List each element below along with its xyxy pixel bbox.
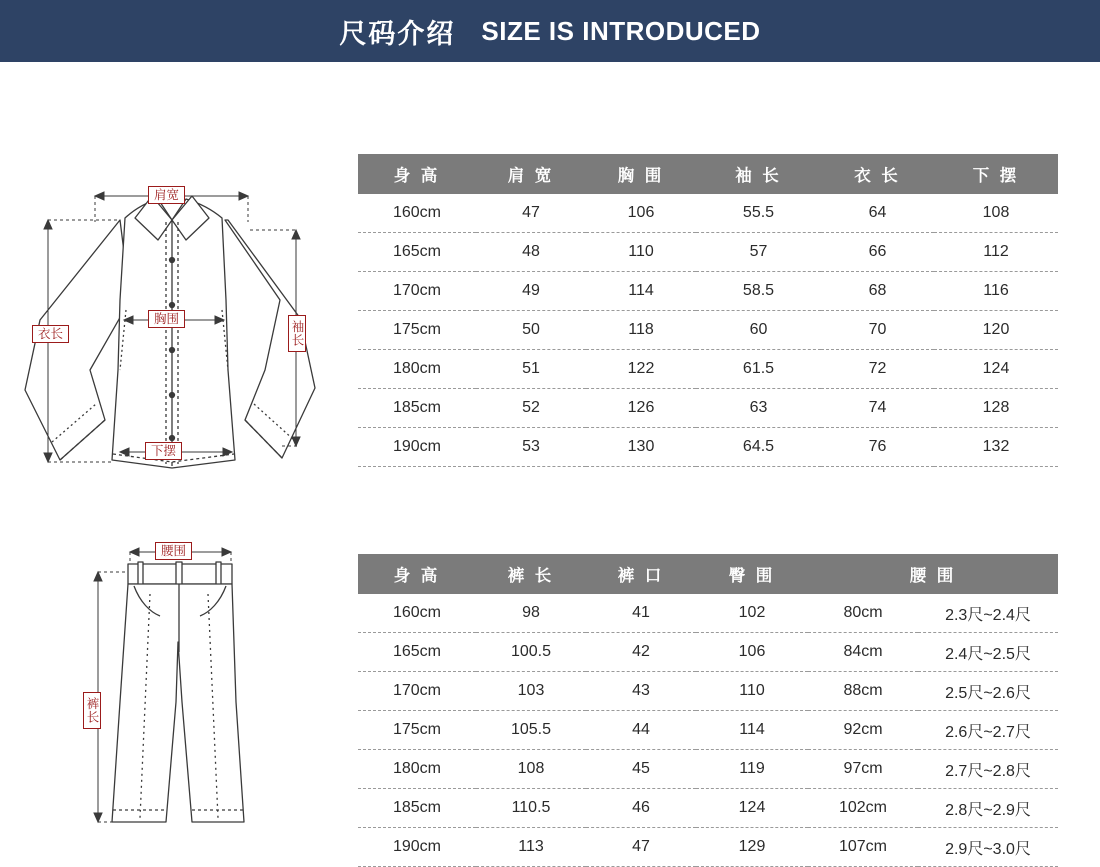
label-sleeve-length: 袖长 [288, 315, 306, 352]
cell-height: 165cm [358, 633, 476, 672]
cell-shoulder: 52 [476, 389, 586, 428]
cell-pants-opening: 46 [586, 789, 696, 828]
pants-size-table-wrap [358, 554, 1058, 867]
cell-hem: 120 [934, 311, 1058, 350]
cell-waist-chi: 2.7尺~2.8尺 [918, 750, 1058, 789]
cell-waist-chi: 2.9尺~3.0尺 [918, 828, 1058, 867]
label-waist: 腰围 [155, 542, 192, 560]
cell-pants-length: 105.5 [476, 711, 586, 750]
cell-length: 76 [821, 428, 934, 467]
cell-height: 160cm [358, 594, 476, 633]
cell-height: 190cm [358, 428, 476, 467]
col-header-height: 身 高 [358, 554, 476, 594]
table-row [358, 711, 1058, 750]
cell-height: 180cm [358, 750, 476, 789]
table-row [358, 428, 1058, 467]
cell-length: 68 [821, 272, 934, 311]
table-row [358, 389, 1058, 428]
cell-pants-length: 108 [476, 750, 586, 789]
cell-shoulder: 51 [476, 350, 586, 389]
cell-shoulder: 53 [476, 428, 586, 467]
table-row [358, 272, 1058, 311]
cell-pants-length: 98 [476, 594, 586, 633]
cell-chest: 114 [586, 272, 696, 311]
shirt-drawing-svg [0, 70, 345, 490]
cell-height: 180cm [358, 350, 476, 389]
cell-chest: 130 [586, 428, 696, 467]
cell-length: 72 [821, 350, 934, 389]
cell-pants-length: 113 [476, 828, 586, 867]
cell-waist-cm: 88cm [808, 672, 918, 711]
table-row [358, 750, 1058, 789]
col-header-shoulder: 肩 宽 [476, 154, 586, 194]
cell-hip: 106 [696, 633, 808, 672]
cell-length: 74 [821, 389, 934, 428]
cell-height: 170cm [358, 672, 476, 711]
cell-waist-cm: 102cm [808, 789, 918, 828]
cell-chest: 118 [586, 311, 696, 350]
cell-sleeve: 64.5 [696, 428, 821, 467]
cell-chest: 106 [586, 194, 696, 233]
cell-hip: 110 [696, 672, 808, 711]
cell-hem: 116 [934, 272, 1058, 311]
table-row [358, 789, 1058, 828]
table-row [358, 350, 1058, 389]
cell-sleeve: 61.5 [696, 350, 821, 389]
cell-chest: 126 [586, 389, 696, 428]
shirt-size-table [358, 154, 1058, 467]
cell-waist-cm: 84cm [808, 633, 918, 672]
cell-hip: 119 [696, 750, 808, 789]
col-header-length: 衣 长 [821, 154, 934, 194]
cell-height: 175cm [358, 711, 476, 750]
col-header-height: 身 高 [358, 154, 476, 194]
cell-chest: 122 [586, 350, 696, 389]
page-title-en: SIZE IS INTRODUCED [481, 15, 761, 46]
cell-chest: 110 [586, 233, 696, 272]
table-header-row [358, 154, 1058, 194]
cell-length: 70 [821, 311, 934, 350]
cell-hem: 132 [934, 428, 1058, 467]
table-row [358, 311, 1058, 350]
cell-waist-cm: 97cm [808, 750, 918, 789]
cell-height: 185cm [358, 389, 476, 428]
cell-height: 175cm [358, 311, 476, 350]
table-row [358, 633, 1058, 672]
page-content [0, 62, 1100, 858]
page-title-cn: 尺码介绍 [339, 18, 456, 49]
pants-illustration [0, 502, 345, 837]
cell-shoulder: 49 [476, 272, 586, 311]
cell-shoulder: 47 [476, 194, 586, 233]
cell-waist-cm: 107cm [808, 828, 918, 867]
col-header-hip: 臀 围 [696, 554, 808, 594]
col-header-sleeve: 袖 长 [696, 154, 821, 194]
col-header-pants-length: 裤 长 [476, 554, 586, 594]
cell-hem: 108 [934, 194, 1058, 233]
cell-sleeve: 55.5 [696, 194, 821, 233]
cell-pants-length: 103 [476, 672, 586, 711]
label-shoulder-width: 肩宽 [148, 186, 185, 204]
cell-waist-chi: 2.4尺~2.5尺 [918, 633, 1058, 672]
shirt-illustration [0, 70, 345, 490]
cell-pants-length: 110.5 [476, 789, 586, 828]
label-pants-length: 裤长 [83, 692, 101, 729]
shirt-size-table-wrap [358, 154, 1058, 467]
cell-pants-opening: 41 [586, 594, 696, 633]
cell-pants-opening: 45 [586, 750, 696, 789]
table-row [358, 594, 1058, 633]
table-row [358, 233, 1058, 272]
col-header-pants-opening: 裤 口 [586, 554, 696, 594]
cell-waist-chi: 2.8尺~2.9尺 [918, 789, 1058, 828]
cell-sleeve: 63 [696, 389, 821, 428]
cell-hem: 112 [934, 233, 1058, 272]
label-hem: 下摆 [145, 442, 182, 460]
cell-height: 185cm [358, 789, 476, 828]
cell-pants-opening: 47 [586, 828, 696, 867]
cell-waist-cm: 92cm [808, 711, 918, 750]
cell-sleeve: 58.5 [696, 272, 821, 311]
cell-hip: 124 [696, 789, 808, 828]
cell-pants-opening: 43 [586, 672, 696, 711]
cell-height: 190cm [358, 828, 476, 867]
label-garment-length: 衣长 [32, 325, 69, 343]
table-header-row [358, 554, 1058, 594]
page-header [0, 0, 1100, 62]
cell-sleeve: 60 [696, 311, 821, 350]
cell-shoulder: 50 [476, 311, 586, 350]
cell-hem: 124 [934, 350, 1058, 389]
table-row [358, 194, 1058, 233]
cell-hem: 128 [934, 389, 1058, 428]
cell-waist-chi: 2.6尺~2.7尺 [918, 711, 1058, 750]
cell-pants-opening: 44 [586, 711, 696, 750]
table-row [358, 672, 1058, 711]
cell-waist-cm: 80cm [808, 594, 918, 633]
cell-length: 66 [821, 233, 934, 272]
cell-shoulder: 48 [476, 233, 586, 272]
cell-hip: 129 [696, 828, 808, 867]
cell-pants-length: 100.5 [476, 633, 586, 672]
cell-height: 165cm [358, 233, 476, 272]
cell-hip: 114 [696, 711, 808, 750]
label-chest: 胸围 [148, 310, 185, 328]
table-row [358, 828, 1058, 867]
cell-pants-opening: 42 [586, 633, 696, 672]
cell-hip: 102 [696, 594, 808, 633]
cell-height: 160cm [358, 194, 476, 233]
cell-waist-chi: 2.5尺~2.6尺 [918, 672, 1058, 711]
col-header-chest: 胸 围 [586, 154, 696, 194]
pants-size-table [358, 554, 1058, 867]
cell-height: 170cm [358, 272, 476, 311]
cell-length: 64 [821, 194, 934, 233]
col-header-waist: 腰 围 [808, 554, 1058, 594]
cell-sleeve: 57 [696, 233, 821, 272]
col-header-hem: 下 摆 [934, 154, 1058, 194]
cell-waist-chi: 2.3尺~2.4尺 [918, 594, 1058, 633]
